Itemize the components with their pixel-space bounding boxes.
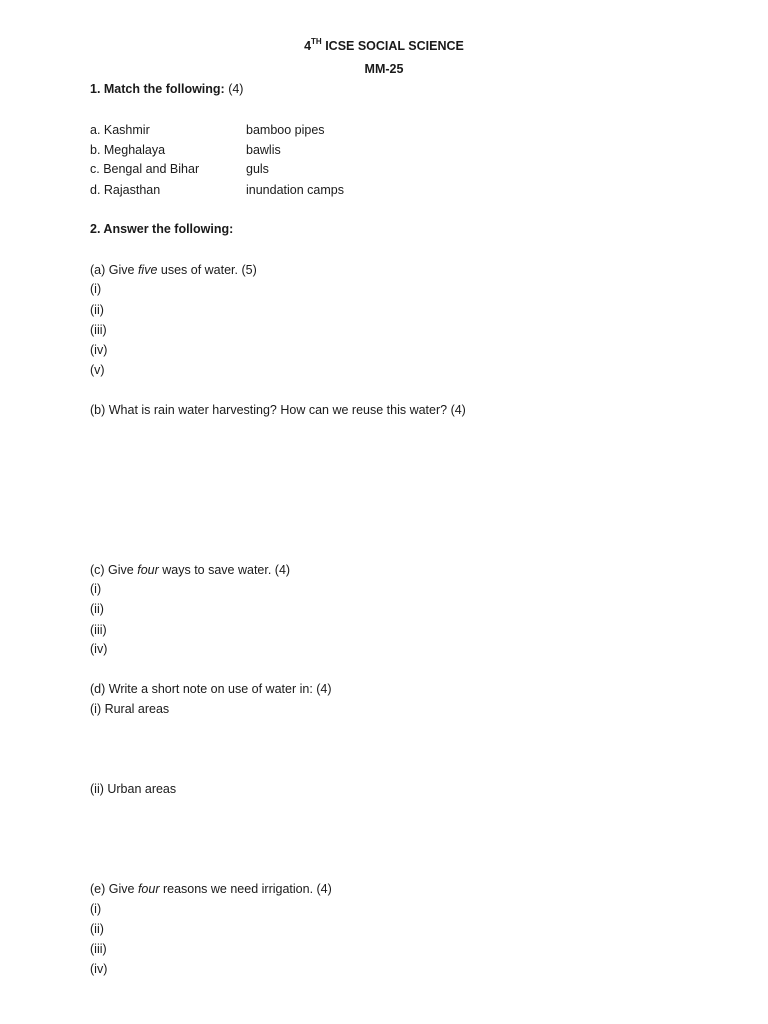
- q2a-post: uses of water. (5): [157, 263, 257, 277]
- match-right-item: inundation camps: [246, 183, 344, 197]
- q2-heading: 2. Answer the following:: [90, 222, 234, 236]
- answer-item: (iv): [90, 642, 108, 656]
- match-left-item: b. Meghalaya: [90, 143, 166, 157]
- match-right-item: bamboo pipes: [246, 123, 325, 137]
- answer-item: (i): [90, 582, 102, 596]
- answer-item: (v): [90, 363, 105, 377]
- q2c-question: [90, 562, 290, 578]
- q2d-question: (d) Write a short note on use of water in: (4): [90, 682, 332, 696]
- answer-item: (i): [90, 902, 102, 916]
- answer-item: (ii): [90, 922, 104, 936]
- answer-item: (ii): [90, 303, 104, 317]
- title-grade: 4: [304, 39, 312, 53]
- q2a-pre: (a) Give: [90, 263, 138, 277]
- page-title: [0, 38, 768, 54]
- answer-item: (iii): [90, 623, 107, 637]
- q2e-question: [90, 881, 332, 897]
- answer-item: (i): [90, 282, 102, 296]
- match-right-item: guls: [246, 162, 269, 176]
- q2c-pre: (c) Give: [90, 563, 138, 577]
- match-left-item: a. Kashmir: [90, 123, 150, 137]
- q2c-emphasis: four: [137, 563, 159, 577]
- q1-heading: [90, 81, 243, 97]
- match-left-item: c. Bengal and Bihar: [90, 162, 200, 176]
- match-left-item: d. Rajasthan: [90, 183, 161, 197]
- answer-item: (iii): [90, 323, 107, 337]
- match-right-item: bawlis: [246, 143, 281, 157]
- answer-item: (iii): [90, 942, 107, 956]
- q1-marks: (4): [224, 82, 244, 96]
- q2d-urban: (ii) Urban areas: [90, 782, 177, 796]
- q2e-emphasis: four: [137, 882, 160, 896]
- q2a-question: [90, 262, 257, 278]
- q1-heading-label: 1. Match the following:: [90, 82, 225, 96]
- title-superscript: TH: [311, 37, 322, 46]
- answer-item: (ii): [90, 602, 104, 616]
- max-marks: MM-25: [364, 62, 404, 76]
- title-subject: ICSE SOCIAL SCIENCE: [321, 39, 464, 53]
- answer-item: (iv): [90, 343, 108, 357]
- answer-item: (iv): [90, 962, 108, 976]
- q2a-emphasis: five: [137, 263, 158, 277]
- q2e-pre: (e) Give: [90, 882, 138, 896]
- q2d-rural: (i) Rural areas: [90, 702, 170, 716]
- q2e-post: reasons we need irrigation. (4): [159, 882, 332, 896]
- q2c-post: ways to save water. (4): [158, 563, 291, 577]
- q2b-question: (b) What is rain water harvesting? How can we reuse this water? (4): [90, 403, 466, 417]
